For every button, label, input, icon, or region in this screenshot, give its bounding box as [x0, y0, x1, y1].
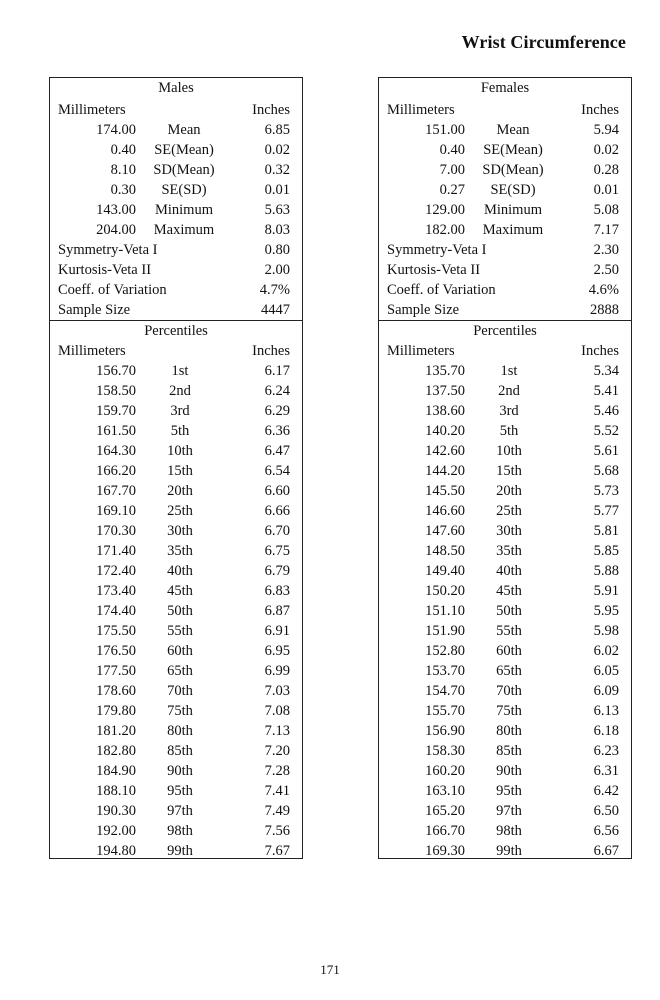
percentile-in: 7.13	[264, 723, 290, 739]
percentile-in: 6.87	[264, 603, 290, 619]
stat-mm: 151.00	[425, 122, 465, 138]
percentile-in: 7.08	[264, 703, 290, 719]
percentile-row	[379, 541, 631, 561]
stat-mm: 0.27	[439, 182, 465, 198]
stat-in: 8.03	[264, 222, 290, 238]
summary-label: Symmetry-Veta I	[58, 242, 158, 258]
percentile-row	[50, 761, 302, 781]
percentile-label: 98th	[496, 823, 522, 839]
percentile-mm: 158.50	[96, 383, 136, 399]
percentile-label: 2nd	[169, 383, 191, 399]
males-table	[49, 77, 303, 859]
percentile-row	[379, 661, 631, 681]
percentile-row	[379, 381, 631, 401]
percentile-row	[50, 841, 302, 861]
percentile-in: 6.18	[593, 723, 619, 739]
percentile-label: 55th	[167, 623, 193, 639]
percentile-row	[50, 521, 302, 541]
percentile-mm: 167.70	[96, 483, 136, 499]
stat-mm: 174.00	[96, 122, 136, 138]
units-header	[379, 100, 631, 120]
percentile-mm: 140.20	[425, 423, 465, 439]
percentile-row	[50, 821, 302, 841]
percentile-mm: 137.50	[425, 383, 465, 399]
percentile-in: 6.70	[264, 523, 290, 539]
percentile-row	[50, 581, 302, 601]
percentile-label: 97th	[167, 803, 193, 819]
percentile-row	[379, 461, 631, 481]
stat-in: 5.08	[593, 202, 619, 218]
percentile-in: 6.83	[264, 583, 290, 599]
percentile-in: 6.66	[264, 503, 290, 519]
percentile-in: 6.13	[593, 703, 619, 719]
percentile-mm: 172.40	[96, 563, 136, 579]
percentile-in: 6.31	[593, 763, 619, 779]
percentile-mm: 152.80	[425, 643, 465, 659]
percentile-in: 5.88	[593, 563, 619, 579]
stat-row	[379, 200, 631, 220]
stat-label: Mean	[496, 122, 530, 138]
millimeters-header: Millimeters	[387, 102, 455, 118]
percentile-row	[50, 561, 302, 581]
percentile-label: 85th	[167, 743, 193, 759]
percentile-in: 6.47	[264, 443, 290, 459]
percentile-row	[379, 521, 631, 541]
percentile-mm: 156.90	[425, 723, 465, 739]
percentile-label: 45th	[167, 583, 193, 599]
stat-in: 0.02	[264, 142, 290, 158]
percentile-in: 6.60	[264, 483, 290, 499]
percentile-mm: 150.20	[425, 583, 465, 599]
percentile-mm: 194.80	[96, 843, 136, 859]
table-heading-label: Females	[480, 80, 530, 96]
stat-in: 5.94	[593, 122, 619, 138]
percentile-in: 7.28	[264, 763, 290, 779]
percentile-label: 70th	[167, 683, 193, 699]
inches-header: Inches	[252, 102, 290, 118]
percentiles-heading	[50, 320, 302, 341]
percentile-in: 6.42	[593, 783, 619, 799]
percentile-row	[50, 481, 302, 501]
percentile-mm: 169.10	[96, 503, 136, 519]
percentile-in: 7.20	[264, 743, 290, 759]
percentile-row	[50, 741, 302, 761]
percentile-label: 30th	[496, 523, 522, 539]
stat-mm: 0.30	[110, 182, 136, 198]
table-heading	[379, 78, 631, 100]
percentile-mm: 182.80	[96, 743, 136, 759]
percentile-row	[379, 681, 631, 701]
inches-header: Inches	[252, 343, 290, 359]
percentile-in: 5.95	[593, 603, 619, 619]
stat-row	[50, 180, 302, 200]
percentile-in: 5.68	[593, 463, 619, 479]
percentile-label: 25th	[167, 503, 193, 519]
stat-mm: 7.00	[439, 162, 465, 178]
percentile-mm: 146.60	[425, 503, 465, 519]
percentile-label: 40th	[167, 563, 193, 579]
percentile-in: 6.29	[264, 403, 290, 419]
percentile-mm: 166.70	[425, 823, 465, 839]
stat-in: 6.85	[264, 122, 290, 138]
percentiles-heading-label: Percentiles	[144, 323, 208, 339]
females-table	[378, 77, 632, 859]
percentile-in: 5.41	[593, 383, 619, 399]
stat-mm: 8.10	[110, 162, 136, 178]
summary-label: Coeff. of Variation	[58, 282, 167, 298]
percentile-label: 5th	[170, 423, 190, 439]
percentile-row	[50, 421, 302, 441]
percentile-mm: 161.50	[96, 423, 136, 439]
percentile-row	[379, 441, 631, 461]
percentile-in: 6.75	[264, 543, 290, 559]
percentile-mm: 151.10	[425, 603, 465, 619]
percentile-in: 6.23	[593, 743, 619, 759]
percentile-units-header	[379, 341, 631, 361]
percentile-mm: 164.30	[96, 443, 136, 459]
percentile-label: 95th	[167, 783, 193, 799]
percentile-in: 6.79	[264, 563, 290, 579]
percentile-mm: 175.50	[96, 623, 136, 639]
percentile-in: 6.05	[593, 663, 619, 679]
stat-row	[50, 140, 302, 160]
units-header	[50, 100, 302, 120]
stat-label: SE(Mean)	[154, 142, 214, 158]
summary-row	[379, 300, 631, 320]
page-title: Wrist Circumference	[461, 32, 626, 52]
percentile-in: 5.34	[593, 363, 619, 379]
percentile-label: 75th	[496, 703, 522, 719]
stat-row	[379, 180, 631, 200]
stat-mm: 182.00	[425, 222, 465, 238]
percentile-mm: 179.80	[96, 703, 136, 719]
percentile-label: 1st	[171, 363, 189, 379]
stat-mm: 143.00	[96, 202, 136, 218]
percentile-row	[50, 701, 302, 721]
percentile-mm: 153.70	[425, 663, 465, 679]
stat-label: SE(SD)	[161, 182, 207, 198]
percentile-in: 6.56	[593, 823, 619, 839]
millimeters-header: Millimeters	[58, 102, 126, 118]
summary-value: 2.50	[593, 262, 619, 278]
percentile-row	[379, 421, 631, 441]
summary-label: Coeff. of Variation	[387, 282, 496, 298]
summary-row	[50, 240, 302, 260]
percentile-in: 7.56	[264, 823, 290, 839]
percentile-label: 25th	[496, 503, 522, 519]
percentiles-heading-label: Percentiles	[473, 323, 537, 339]
stat-in: 0.01	[593, 182, 619, 198]
summary-value: 2888	[590, 302, 619, 318]
percentile-row	[379, 581, 631, 601]
percentile-label: 70th	[496, 683, 522, 699]
percentile-mm: 142.60	[425, 443, 465, 459]
summary-label: Kurtosis-Veta II	[387, 262, 481, 278]
stat-row	[50, 160, 302, 180]
stat-row	[379, 220, 631, 240]
percentile-row	[379, 641, 631, 661]
percentile-row	[50, 721, 302, 741]
percentile-mm: 145.50	[425, 483, 465, 499]
percentile-mm: 165.20	[425, 803, 465, 819]
stat-row	[379, 160, 631, 180]
percentile-row	[379, 841, 631, 861]
table-heading-label: Males	[158, 80, 194, 96]
stat-in: 5.63	[264, 202, 290, 218]
percentile-label: 45th	[496, 583, 522, 599]
summary-label: Sample Size	[387, 302, 460, 318]
stat-label: Mean	[167, 122, 201, 138]
percentile-label: 97th	[496, 803, 522, 819]
summary-value: 4447	[261, 302, 290, 318]
percentile-label: 99th	[496, 843, 522, 859]
percentile-in: 7.67	[264, 843, 290, 859]
stat-mm: 0.40	[110, 142, 136, 158]
percentile-mm: 154.70	[425, 683, 465, 699]
percentile-in: 6.17	[264, 363, 290, 379]
percentile-row	[50, 661, 302, 681]
stat-mm: 0.40	[439, 142, 465, 158]
percentile-mm: 188.10	[96, 783, 136, 799]
percentile-mm: 158.30	[425, 743, 465, 759]
percentile-in: 7.41	[264, 783, 290, 799]
percentile-mm: 173.40	[96, 583, 136, 599]
percentile-mm: 176.50	[96, 643, 136, 659]
percentile-row	[50, 401, 302, 421]
percentile-label: 75th	[167, 703, 193, 719]
stat-row	[379, 140, 631, 160]
percentile-label: 30th	[167, 523, 193, 539]
summary-value: 2.00	[264, 262, 290, 278]
percentile-label: 3rd	[499, 403, 519, 419]
summary-label: Kurtosis-Veta II	[58, 262, 152, 278]
percentile-mm: 177.50	[96, 663, 136, 679]
percentile-label: 35th	[496, 543, 522, 559]
stat-label: Maximum	[482, 222, 544, 238]
percentile-in: 5.91	[593, 583, 619, 599]
percentile-in: 5.98	[593, 623, 619, 639]
percentile-label: 55th	[496, 623, 522, 639]
summary-value: 4.6%	[588, 282, 619, 298]
inches-header: Inches	[581, 102, 619, 118]
percentile-mm: 171.40	[96, 543, 136, 559]
percentile-label: 60th	[167, 643, 193, 659]
percentile-in: 6.09	[593, 683, 619, 699]
stat-row	[50, 120, 302, 140]
percentile-mm: 174.40	[96, 603, 136, 619]
percentiles-heading	[379, 320, 631, 341]
stat-label: Minimum	[483, 202, 542, 218]
percentile-row	[50, 641, 302, 661]
percentile-row	[379, 781, 631, 801]
summary-row	[379, 280, 631, 300]
summary-row	[50, 260, 302, 280]
percentile-row	[50, 781, 302, 801]
percentile-label: 15th	[496, 463, 522, 479]
percentile-row	[50, 361, 302, 381]
percentile-row	[379, 601, 631, 621]
percentile-in: 7.03	[264, 683, 290, 699]
percentile-mm: 160.20	[425, 763, 465, 779]
percentile-label: 15th	[167, 463, 193, 479]
summary-value: 2.30	[593, 242, 619, 258]
percentile-in: 7.49	[264, 803, 290, 819]
percentile-in: 5.52	[593, 423, 619, 439]
percentile-row	[379, 721, 631, 741]
stat-in: 0.01	[264, 182, 290, 198]
percentile-in: 6.67	[593, 843, 619, 859]
stat-row	[50, 200, 302, 220]
percentile-label: 85th	[496, 743, 522, 759]
percentile-row	[379, 821, 631, 841]
millimeters-header: Millimeters	[58, 343, 126, 359]
percentile-label: 2nd	[498, 383, 520, 399]
stat-label: Maximum	[153, 222, 215, 238]
percentile-in: 6.02	[593, 643, 619, 659]
stat-in: 0.32	[264, 162, 290, 178]
percentile-row	[379, 621, 631, 641]
percentile-row	[50, 501, 302, 521]
percentile-mm: 190.30	[96, 803, 136, 819]
summary-value: 4.7%	[259, 282, 290, 298]
percentile-in: 6.50	[593, 803, 619, 819]
percentile-mm: 178.60	[96, 683, 136, 699]
percentile-mm: 170.30	[96, 523, 136, 539]
stat-row	[50, 220, 302, 240]
percentile-mm: 144.20	[425, 463, 465, 479]
percentile-mm: 156.70	[96, 363, 136, 379]
millimeters-header: Millimeters	[387, 343, 455, 359]
percentile-row	[379, 741, 631, 761]
percentile-row	[379, 801, 631, 821]
percentile-mm: 192.00	[96, 823, 136, 839]
summary-row	[50, 280, 302, 300]
summary-label: Symmetry-Veta I	[387, 242, 487, 258]
percentile-label: 40th	[496, 563, 522, 579]
percentile-row	[379, 401, 631, 421]
summary-value: 0.80	[264, 242, 290, 258]
stat-label: SD(Mean)	[153, 162, 215, 178]
percentile-row	[50, 541, 302, 561]
percentile-in: 5.77	[593, 503, 619, 519]
stat-row	[379, 120, 631, 140]
percentile-in: 5.81	[593, 523, 619, 539]
percentile-mm: 169.30	[425, 843, 465, 859]
percentile-label: 90th	[496, 763, 522, 779]
percentile-label: 3rd	[170, 403, 190, 419]
percentile-label: 60th	[496, 643, 522, 659]
percentile-mm: 135.70	[425, 363, 465, 379]
percentile-mm: 147.60	[425, 523, 465, 539]
percentile-row	[50, 601, 302, 621]
summary-row	[50, 300, 302, 320]
percentile-mm: 149.40	[425, 563, 465, 579]
percentile-in: 5.61	[593, 443, 619, 459]
percentile-label: 98th	[167, 823, 193, 839]
table-heading	[50, 78, 302, 100]
percentile-label: 20th	[167, 483, 193, 499]
percentile-mm: 184.90	[96, 763, 136, 779]
percentile-row	[50, 801, 302, 821]
percentile-label: 65th	[496, 663, 522, 679]
percentile-row	[379, 761, 631, 781]
percentile-mm: 138.60	[425, 403, 465, 419]
percentile-label: 50th	[167, 603, 193, 619]
percentile-label: 90th	[167, 763, 193, 779]
percentile-label: 5th	[499, 423, 519, 439]
stat-in: 0.28	[593, 162, 619, 178]
percentile-row	[379, 501, 631, 521]
stat-in: 0.02	[593, 142, 619, 158]
percentile-row	[50, 441, 302, 461]
stat-in: 7.17	[593, 222, 619, 238]
percentile-mm: 163.10	[425, 783, 465, 799]
percentile-row	[50, 461, 302, 481]
percentile-label: 35th	[167, 543, 193, 559]
percentile-label: 80th	[167, 723, 193, 739]
percentile-label: 20th	[496, 483, 522, 499]
page-number: 171	[320, 962, 340, 977]
percentile-label: 1st	[500, 363, 518, 379]
percentile-row	[50, 381, 302, 401]
percentile-in: 6.36	[264, 423, 290, 439]
percentile-units-header	[50, 341, 302, 361]
percentile-row	[50, 681, 302, 701]
percentile-in: 5.73	[593, 483, 619, 499]
stat-mm: 129.00	[425, 202, 465, 218]
summary-label: Sample Size	[58, 302, 131, 318]
percentile-in: 6.99	[264, 663, 290, 679]
percentile-label: 50th	[496, 603, 522, 619]
stat-label: SE(SD)	[490, 182, 536, 198]
percentile-mm: 181.20	[96, 723, 136, 739]
percentile-label: 10th	[496, 443, 522, 459]
percentile-in: 5.85	[593, 543, 619, 559]
stat-mm: 204.00	[96, 222, 136, 238]
percentile-mm: 155.70	[425, 703, 465, 719]
percentile-mm: 148.50	[425, 543, 465, 559]
percentile-label: 65th	[167, 663, 193, 679]
percentile-row	[379, 361, 631, 381]
stat-label: SD(Mean)	[482, 162, 544, 178]
percentile-in: 6.54	[264, 463, 290, 479]
percentile-row	[379, 481, 631, 501]
percentile-label: 95th	[496, 783, 522, 799]
stat-label: SE(Mean)	[483, 142, 543, 158]
percentile-label: 80th	[496, 723, 522, 739]
summary-row	[379, 240, 631, 260]
percentile-mm: 166.20	[96, 463, 136, 479]
percentile-row	[50, 621, 302, 641]
stat-label: Minimum	[154, 202, 213, 218]
percentile-mm: 151.90	[425, 623, 465, 639]
percentile-row	[379, 701, 631, 721]
percentile-label: 10th	[167, 443, 193, 459]
percentile-mm: 159.70	[96, 403, 136, 419]
inches-header: Inches	[581, 343, 619, 359]
percentile-in: 6.95	[264, 643, 290, 659]
percentile-label: 99th	[167, 843, 193, 859]
percentile-row	[379, 561, 631, 581]
percentile-in: 6.24	[264, 383, 290, 399]
summary-row	[379, 260, 631, 280]
percentile-in: 6.91	[264, 623, 290, 639]
percentile-in: 5.46	[593, 403, 619, 419]
